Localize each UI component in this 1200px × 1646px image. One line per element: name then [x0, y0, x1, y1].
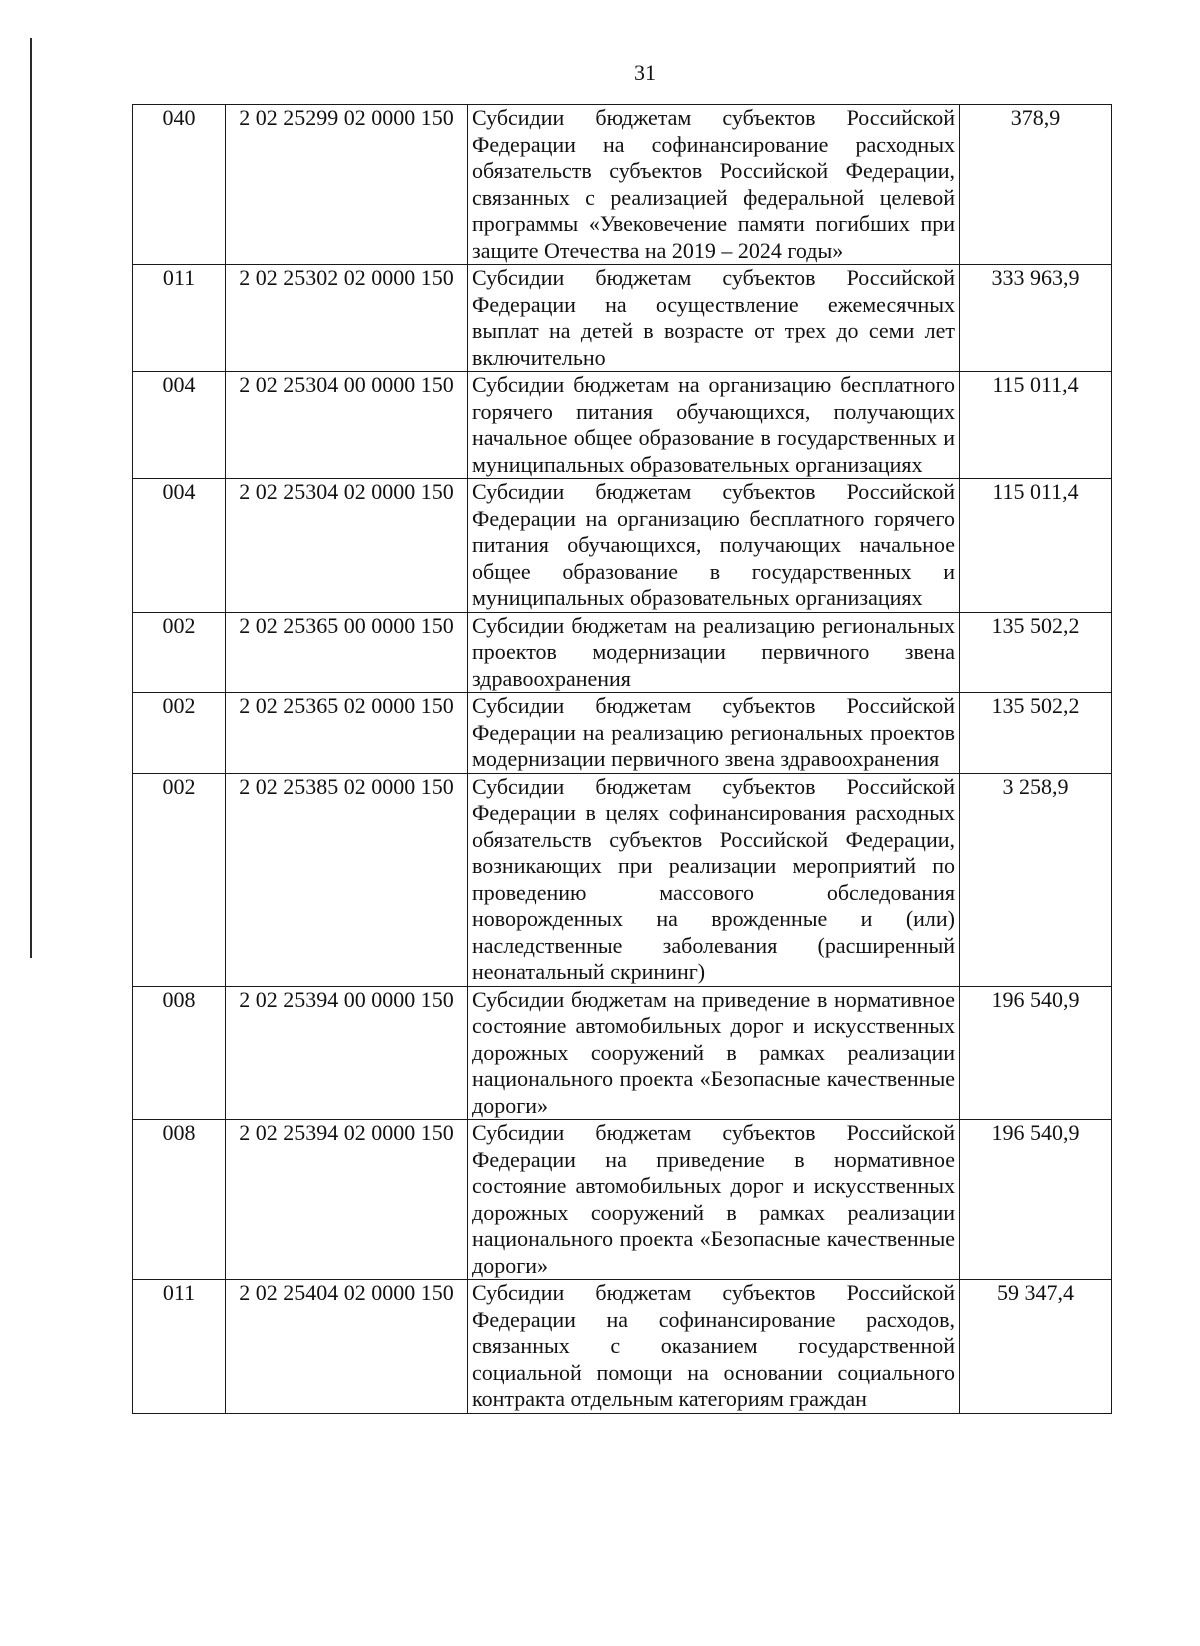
budget-classification-code-cell: 2 02 25304 00 0000 150 — [226, 372, 468, 479]
revenue-description-cell: Субсидии бюджетам на реализацию региональных проектов модернизации первичного звена здравоохранения — [468, 612, 960, 693]
budget-classification-code-cell: 2 02 25394 00 0000 150 — [226, 986, 468, 1120]
budget-classification-code-cell: 2 02 25394 02 0000 150 — [226, 1120, 468, 1280]
revenue-description-cell: Субсидии бюджетам субъектов Российской Федерации на организацию бесплатного горячего питания обучающихся, получающих начальное общее образование в государственных и муниципальных образовательных организациях — [468, 479, 960, 613]
table-row — [133, 773, 1112, 986]
table-row — [133, 986, 1112, 1120]
budget-classification-code-cell: 2 02 25299 02 0000 150 — [226, 105, 468, 265]
budget-classification-code-cell: 2 02 25404 02 0000 150 — [226, 1280, 468, 1414]
budget-classification-code-cell: 2 02 25304 02 0000 150 — [226, 479, 468, 613]
table-row — [133, 693, 1112, 774]
revenue-description-cell: Субсидии бюджетам субъектов Российской Федерации в целях софинансирования расходных обязательств субъектов Российской Федерации, возникающих при реализации мероприятий по проведению массового обследования новорожденных на врожденные и (или) наследственные заболевания (расширенный неонатальный скрининг) — [468, 773, 960, 986]
table-row — [133, 612, 1112, 693]
budget-classification-code-cell: 2 02 25385 02 0000 150 — [226, 773, 468, 986]
table-row — [133, 479, 1112, 613]
admin-code-cell: 011 — [133, 265, 226, 372]
admin-code-cell: 008 — [133, 1120, 226, 1280]
table-row — [133, 1280, 1112, 1414]
amount-cell: 196 540,9 — [960, 1120, 1112, 1280]
revenue-description-cell: Субсидии бюджетам субъектов Российской Федерации на осуществление ежемесячных выплат на детей в возрасте от трех до семи лет включительно — [468, 265, 960, 372]
admin-code-cell: 040 — [133, 105, 226, 265]
table-row — [133, 265, 1112, 372]
amount-cell: 378,9 — [960, 105, 1112, 265]
admin-code-cell: 008 — [133, 986, 226, 1120]
amount-cell: 135 502,2 — [960, 693, 1112, 774]
revenue-description-cell: Субсидии бюджетам субъектов Российской Федерации на приведение в нормативное состояние автомобильных дорог и искусственных дорожных сооружений в рамках реализации национального проекта «Безопасные качественные дороги» — [468, 1120, 960, 1280]
amount-cell: 196 540,9 — [960, 986, 1112, 1120]
revenue-description-cell: Субсидии бюджетам субъектов Российской Федерации на софинансирование расходных обязательств субъектов Российской Федерации, связанных с реализацией федеральной целевой программы «Увековечение памяти погибших при защите Отечества на 2019 – 2024 годы» — [468, 105, 960, 265]
amount-cell: 3 258,9 — [960, 773, 1112, 986]
binding-edge-line — [30, 38, 32, 958]
budget-classification-code-cell: 2 02 25365 02 0000 150 — [226, 693, 468, 774]
page-number: 31 — [634, 60, 656, 85]
amount-cell: 59 347,4 — [960, 1280, 1112, 1414]
revenue-description-cell: Субсидии бюджетам субъектов Российской Федерации на софинансирование расходов, связанных с оказанием государственной социальной помощи на основании социального контракта отдельным категориям граждан — [468, 1280, 960, 1414]
amount-cell: 135 502,2 — [960, 612, 1112, 693]
admin-code-cell: 004 — [133, 372, 226, 479]
admin-code-cell: 002 — [133, 612, 226, 693]
admin-code-cell: 004 — [133, 479, 226, 613]
table-row — [133, 372, 1112, 479]
budget-table-container — [132, 104, 1112, 1414]
table-row — [133, 105, 1112, 265]
budget-table — [132, 104, 1112, 1414]
revenue-description-cell: Субсидии бюджетам субъектов Российской Федерации на реализацию региональных проектов модернизации первичного звена здравоохранения — [468, 693, 960, 774]
amount-cell: 115 011,4 — [960, 372, 1112, 479]
revenue-description-cell: Субсидии бюджетам на организацию бесплатного горячего питания обучающихся, получающих начальное общее образование в государственных и муниципальных образовательных организациях — [468, 372, 960, 479]
budget-classification-code-cell: 2 02 25365 00 0000 150 — [226, 612, 468, 693]
admin-code-cell: 002 — [133, 773, 226, 986]
budget-classification-code-cell: 2 02 25302 02 0000 150 — [226, 265, 468, 372]
amount-cell: 115 011,4 — [960, 479, 1112, 613]
table-row — [133, 1120, 1112, 1280]
amount-cell: 333 963,9 — [960, 265, 1112, 372]
admin-code-cell: 011 — [133, 1280, 226, 1414]
revenue-description-cell: Субсидии бюджетам на приведение в нормативное состояние автомобильных дорог и искусственных дорожных сооружений в рамках реализации национального проекта «Безопасные качественные дороги» — [468, 986, 960, 1120]
admin-code-cell: 002 — [133, 693, 226, 774]
